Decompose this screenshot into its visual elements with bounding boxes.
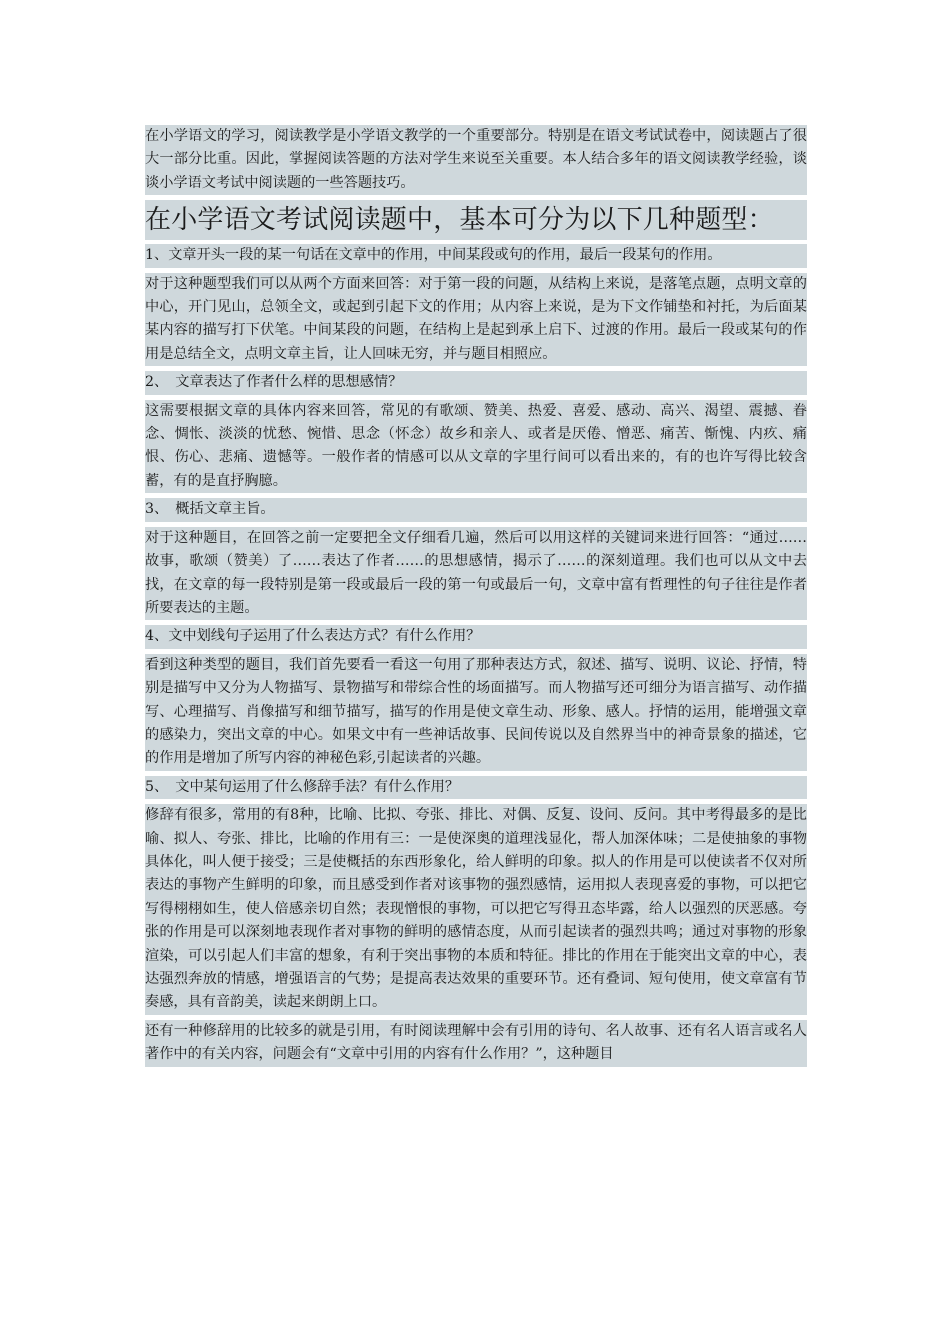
- question-4: 4、文中划线句子运用了什么表达方式？有什么作用？: [145, 625, 807, 648]
- answer-4: 看到这种类型的题目，我们首先要看一看这一句用了那种表达方式，叙述、描写、说明、议论、抒情，特别是描写中又分为人物描写、景物描写和带综合性的场面描写。而人物描写还可细分为语言描写、动作描写、心理描写、肖像描写和细节描写，描写的作用是使文章生动、形象、感人。抒情的运用，能增强文章的感染力，突出文章的中心。如果文中有一些神话故事、民间传说以及自然界当中的神奇景象的描述，它的作用是增加了所写内容的神秘色彩,引起读者的兴趣。: [145, 654, 807, 771]
- question-3: 3、 概括文章主旨。: [145, 498, 807, 521]
- answer-5: 修辞有很多，常用的有8种，比喻、比拟、夸张、排比、对偶、反复、设问、反问。其中考得最多的是比喻、拟人、夸张、排比，比喻的作用有三：一是使深奥的道理浅显化，帮人加深体味；二是使抽象的事物具体化，叫人便于接受；三是使概括的东西形象化，给人鲜明的印象。拟人的作用是可以使读者不仅对所表达的事物产生鲜明的印象，而且感受到作者对该事物的强烈感情，运用拟人表现喜爱的事物，可以把它写得栩栩如生，使人倍感亲切自然；表现憎恨的事物，可以把它写得丑态毕露，给人以强烈的厌恶感。夸张的作用是可以深刻地表现作者对事物的鲜明的感情态度，从而引起读者的强烈共鸣；通过对事物的形象渲染，可以引起人们丰富的想象，有利于突出事物的本质和特征。排比的作用在于能突出文章的中心，表达强烈奔放的情感，增强语言的气势；是提高表达效果的重要环节。还有叠词、短句使用，使文章富有节奏感，具有音韵美，读起来朗朗上口。: [145, 804, 807, 1015]
- question-1: 1、文章开头一段的某一句话在文章中的作用，中间某段或句的作用，最后一段某句的作用。: [145, 244, 807, 267]
- intro-paragraph: 在小学语文的学习，阅读教学是小学语文教学的一个重要部分。特别是在语文考试试卷中，阅读题占了很大一部分比重。因此，掌握阅读答题的方法对学生来说至关重要。本人结合多年的语文阅读教学经验，谈谈小学语文考试中阅读题的一些答题技巧。: [145, 125, 807, 195]
- section-heading: 在小学语文考试阅读题中，基本可分为以下几种题型：: [145, 200, 807, 240]
- question-5: 5、 文中某句运用了什么修辞手法？有什么作用？: [145, 776, 807, 799]
- answer-3: 对于这种题目，在回答之前一定要把全文仔细看几遍，然后可以用这样的关键词来进行回答：“通过…… 故事，歌颂（赞美）了……表达了作者……的思想感情，揭示了……的深刻道理。我们也可以从文中去找，在文章的每一段特别是第一段或最后一段的第一句或最后一句，文章中富有哲理性的句子往往是作者所要表达的主题。: [145, 527, 807, 621]
- answer-5-continued: 还有一种修辞用的比较多的就是引用，有时阅读理解中会有引用的诗句、名人故事、还有名人语言或名人著作中的有关内容，问题会有“文章中引用的内容有什么作用？”，这种题目: [145, 1020, 807, 1067]
- question-2: 2、 文章表达了作者什么样的思想感情？: [145, 371, 807, 394]
- document-page: [145, 125, 822, 1072]
- answer-1: 对于这种题型我们可以从两个方面来回答：对于第一段的问题，从结构上来说，是落笔点题，点明文章的中心，开门见山，总领全文，或起到引起下文的作用；从内容上来说，是为下文作铺垫和衬托，为后面某某内容的描写打下伏笔。中间某段的问题，在结构上是起到承上启下、过渡的作用。最后一段或某句的作用是总结全文，点明文章主旨，让人回味无穷，并与题目相照应。: [145, 273, 807, 367]
- answer-2: 这需要根据文章的具体内容来回答，常见的有歌颂、赞美、热爱、喜爱、感动、高兴、渴望、震撼、眷念、惆怅、淡淡的忧愁、惋惜、思念（怀念）故乡和亲人、或者是厌倦、憎恶、痛苦、惭愧、内疚、痛恨、伤心、悲痛、遗憾等。一般作者的情感可以从文章的字里行间可以看出来的，有的也许写得比较含蓄，有的是直抒胸臆。: [145, 400, 807, 494]
